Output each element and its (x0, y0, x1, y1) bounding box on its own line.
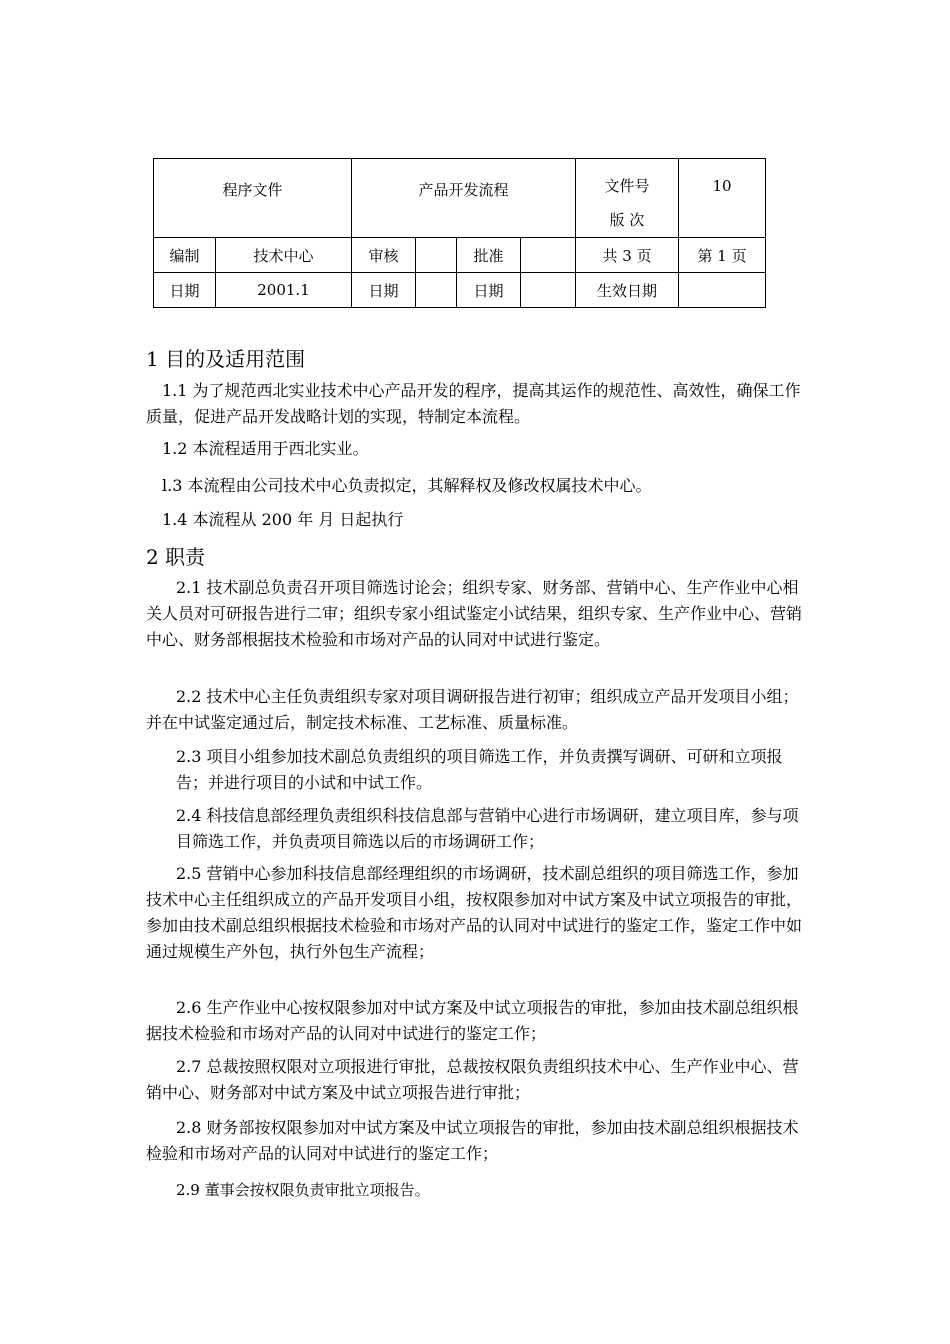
document-header-table (153, 158, 766, 308)
section-2-title: 2 职责 (146, 545, 206, 569)
paragraph-1-4: 1.4 本流程从 200 年 月 日起执行 (162, 510, 404, 529)
total-pages: 共 3 页 (576, 238, 679, 273)
reviewed-by (416, 238, 457, 273)
paragraph-2-6: 2.6 生产作业中心按权限参加对中试方案及中试立项报告的审批，参加由技术副总组织根据技术检验和市场对产品的认同对中试进行的鉴定工作； (146, 998, 799, 1043)
effective-date-label: 生效日期 (576, 273, 679, 308)
doc-title-cell: 产品开发流程 (352, 159, 576, 238)
approved-label: 批准 (457, 238, 521, 273)
date-3 (521, 273, 576, 308)
section-1-title: 1 目的及适用范围 (146, 347, 306, 371)
file-no-cell: 10 (679, 159, 766, 238)
paragraph-2-4: 2.4 科技信息部经理负责组织科技信息部与营销中心进行市场调研，建立项目库，参与项目筛选工作，并负责项目筛选以后的市场调研工作； (176, 806, 799, 851)
approved-by (521, 238, 576, 273)
page-number: 第 1 页 (679, 238, 766, 273)
paragraph-2-2: 2.2 技术中心主任负责组织专家对项目调研报告进行初审；组织成立产品开发项目小组；并在中试鉴定通过后，制定技术标准、工艺标准、质量标准。 (146, 687, 799, 732)
compiled-label: 编制 (154, 238, 216, 273)
paragraph-2-9: 2.9 董事会按权限负责审批立项报告。 (176, 1181, 430, 1199)
date-label-2: 日期 (352, 273, 416, 308)
date-1: 2001.1 (216, 273, 352, 308)
paragraph-1-3: l.3 本流程由公司技术中心负责拟定，其解释权及修改权属技术中心。 (162, 476, 652, 495)
paragraph-1-2: 1.2 本流程适用于西北实业。 (162, 439, 369, 458)
date-2 (416, 273, 457, 308)
date-label-1: 日期 (154, 273, 216, 308)
file-no-label-cell: 文件号 版 次 (576, 159, 679, 238)
paragraph-2-1: 2.1 技术副总负责召开项目筛选讨论会；组织专家、财务部、营销中心、生产作业中心相关人员对可研报告进行二审；组织专家小组试鉴定小试结果，组织专家、生产作业中心、营销中心、财务部根据技术检验和市场对产品的认同对中试进行鉴定。 (146, 578, 803, 649)
paragraph-2-8: 2.8 财务部按权限参加对中试方案及中试立项报告的审批，参加由技术副总组织根据技术检验和市场对产品的认同对中试进行的鉴定工作； (146, 1118, 799, 1163)
paragraph-2-7: 2.7 总裁按照权限对立项报进行审批，总裁按权限负责组织技术中心、生产作业中心、营销中心、财务部对中试方案及中试立项报告进行审批； (146, 1057, 799, 1102)
paragraph-2-5: 2.5 营销中心参加科技信息部经理组织的市场调研，技术副总组织的项目筛选工作，参加技术中心主任组织成立的产品开发项目小组，按权限参加对中试方案及中试立项报告的审批，参加由技术副总组织根据技术检验和市场对产品的认同对中试进行的鉴定工作，鉴定工作中如通过规模生产外包，执行外包生产流程； (146, 864, 803, 961)
date-label-3: 日期 (457, 273, 521, 308)
reviewed-label: 审核 (352, 238, 416, 273)
paragraph-2-3: 2.3 项目小组参加技术副总负责组织的项目筛选工作，并负责撰写调研、可研和立项报告；并进行项目的小试和中试工作。 (176, 747, 783, 792)
compiled-by: 技术中心 (216, 238, 352, 273)
doc-type-cell: 程序文件 (154, 159, 352, 238)
paragraph-1-1: 1.1 为了规范西北实业技术中心产品开发的程序，提高其运作的规范性、高效性，确保工作质量，促进产品开发战略计划的实现，特制定本流程。 (146, 381, 801, 426)
effective-date (679, 273, 766, 308)
